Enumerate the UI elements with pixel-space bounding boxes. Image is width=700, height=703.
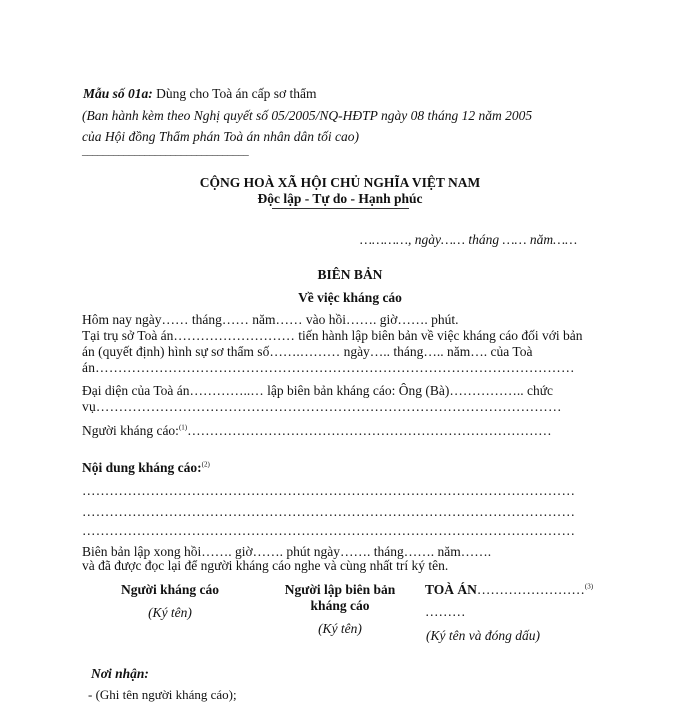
form-usage: Dùng cho Toà án cấp sơ thẩm [152,86,317,101]
appellant-signature-note: (Ký tên) [148,605,192,620]
recorder-signature-title-1: Người lập biên bản [284,582,396,597]
national-motto: Độc lập - Tự do - Hạnh phúc [257,191,423,206]
appellant-label: Người kháng cáo: [82,423,179,438]
appellant-signature-title: Người kháng cáo [120,582,220,597]
recorder-signature-title-2: kháng cáo [310,598,370,613]
appellant-row [82,423,552,439]
header-rule: ________________________________ [82,145,249,157]
content-label: Nội dung kháng cáo: [82,460,202,475]
court-dots: …………………… [476,582,585,597]
court-footnote: (3) [584,582,594,591]
court-title: TOÀ ÁN [425,582,477,597]
appellant-footnote: (1) [178,423,188,432]
content-heading [82,460,210,476]
document-title: BIÊN BẢN [317,267,383,282]
body-line-5: Đại diện của Toà án…………..… lập biên bản kháng cáo: Ông (Bà)…………….. chức [82,383,554,398]
national-title: CỘNG HOÀ XÃ HỘI CHỦ NGHĨA VIỆT NAM [199,175,481,190]
issuance-line-2: của Hội đồng Thẩm phán Toà án nhân dân tối cao) [82,129,360,144]
court-signature-title [425,582,593,598]
content-footnote: (2) [201,460,210,469]
issuance-line-1: (Ban hành kèm theo Nghị quyết số 05/2005/NQ-HĐTP ngày 08 tháng 12 năm 2005 [82,108,533,123]
recorder-signature-note: (Ký tên) [318,621,362,636]
recipient-item-1: - (Ghi tên người kháng cáo); [88,687,237,702]
body-line-2: Tại trụ sở Toà án……………………… tiến hành lập biên bản về việc kháng cáo đối với bản [82,328,583,343]
form-header [83,86,317,102]
content-dots-3: ……………………………………………………………………………………………… [82,523,576,538]
court-signature-note: (Ký tên và đóng dấu) [426,628,540,643]
document-subtitle: Về việc kháng cáo [298,290,402,305]
body-line-3: án (quyết định) hình sự sơ thẩm số…….……… ngày….. tháng….. năm…. của Toà [82,344,533,359]
content-dots-2: ……………………………………………………………………………………………… [82,504,576,519]
court-dots-2: ……… [425,604,466,619]
motto-underline [272,208,409,209]
body-line-1: Hôm nay ngày…… tháng…… năm…… vào hồi……. giờ……. phút. [82,312,459,327]
body-line-4: án…………………………………………………………………………………………… [82,360,575,375]
appellant-dots: ……………………………………………………………………… [187,423,552,438]
closing-line-2: và đã được đọc lại để người kháng cáo nghe và cùng nhất trí ký tên. [82,558,449,573]
body-line-6: vụ………………………………………………………………………………………… [82,399,562,414]
recipients-label: Nơi nhận: [91,666,149,681]
place-date: …………, ngày…… tháng …… năm…… [360,232,578,247]
form-number: Mẫu số 01a: [83,86,153,101]
content-dots-1: ……………………………………………………………………………………………… [82,483,576,498]
closing-line-1: Biên bản lập xong hồi……. giờ……. phút ngày……. tháng……. năm……. [82,544,492,559]
